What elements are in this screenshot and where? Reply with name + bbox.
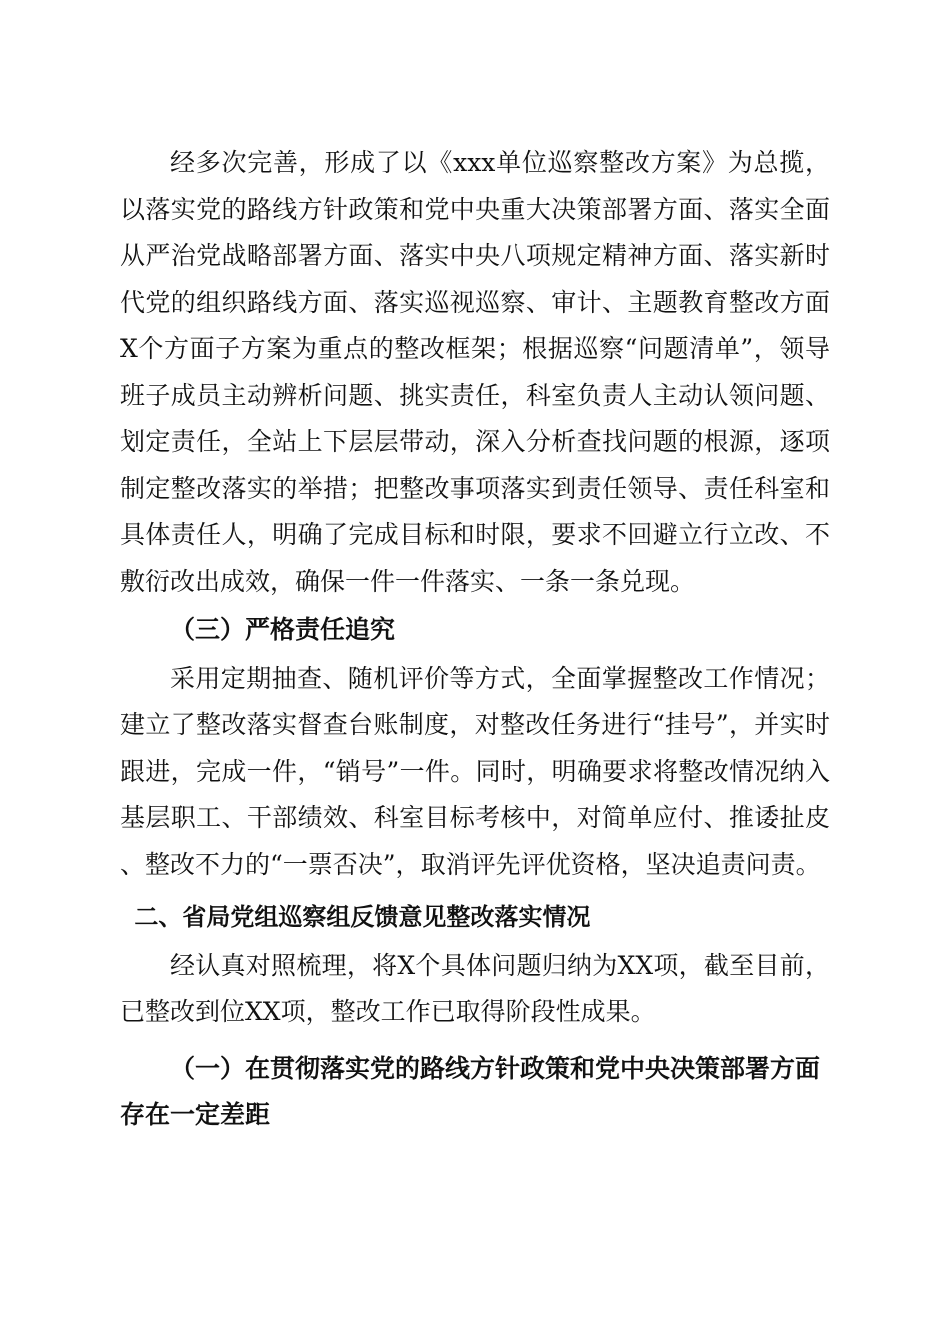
paragraph-rectification-framework: 经多次完善，形成了以《xxx单位巡察整改方案》为总揽，以落实党的路线方针政策和党中央重大决策部署方面、落实全面从严治党战略部署方面、落实中央八项规定精神方面、落实新时代党的组织路线方面、落实巡视巡察、审计、主题教育整改方面X个方面子方案为重点的整改框架；根据巡察“问题清单”，领导班子成员主动辨析问题、挑实责任，科室负责人主动认领问题、划定责任，全站上下层层带动，深入分析查找问题的根源，逐项制定整改落实的举措；把整改事项落实到责任领导、责任科室和具体责任人，明确了完成目标和时限，要求不回避立行立改、不敷衍改出成效，确保一件一件落实、一条一条兑现。 [120, 148, 830, 596]
document-body [120, 140, 830, 1139]
section-heading-feedback-rectification: 二、省局党组巡察组反馈意见整改落实情况 [134, 903, 591, 931]
subheading-strict-accountability: （三）严格责任追究 [170, 615, 396, 644]
paragraph-accountability-measures: 采用定期抽查、随机评价等方式，全面掌握整改工作情况；建立了整改落实督查台账制度，对整改任务进行“挂号”，并实时跟进，完成一件，“销号”一件。同时，明确要求将整改情况纳入基层职工、干部绩效、科室目标考核中，对简单应付、推诿扯皮、整改不力的“一票否决”，取消评先评优资格，坚决追责问责。 [120, 663, 830, 879]
subheading-policy-implementation-gap: （一）在贯彻落实党的路线方针政策和党中央决策部署方面存在一定差距 [120, 1053, 821, 1129]
paragraph-rectification-progress: 经认真对照梳理，将X个具体问题归纳为XX项，截至目前，已整改到位XX项，整改工作已取得阶段性成果。 [120, 950, 830, 1026]
